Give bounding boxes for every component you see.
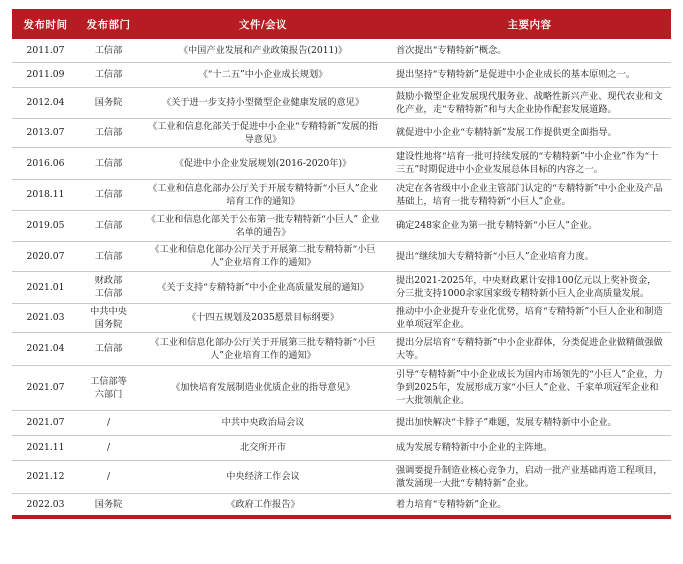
- cell-date: 2021.04: [12, 332, 79, 365]
- cell-content: 首次提出“专精特新”概念。: [388, 39, 671, 62]
- cell-doc: 《工业和信息化部办公厅关于开展第二批专精特新“小巨人”企业培育工作的通知》: [138, 241, 388, 271]
- policy-table: [12, 9, 671, 519]
- cell-content: 提出坚持“专精特新”是促进中小企业成长的基本原则之一。: [388, 62, 671, 87]
- table-row: [12, 303, 671, 332]
- table-header: [12, 9, 671, 39]
- cell-content: 鼓励小微型企业发展现代服务业、战略性新兴产业、现代农业和文化产业，走“专精特新”和与大企业协作配套发展道路。: [388, 87, 671, 118]
- cell-content: 提出2021-2025年，中央财政累计安排100亿元以上奖补资金，分三批支持1000余家国家级专精特新小巨人企业高质量发展。: [388, 271, 671, 303]
- cell-date: 2021.07: [12, 410, 79, 435]
- table-row: [12, 147, 671, 179]
- cell-dept: 工信部: [79, 118, 138, 147]
- cell-content: 成为发展专精特新中小企业的主阵地。: [388, 435, 671, 460]
- cell-doc: 《“十二五”中小企业成长规划》: [138, 62, 388, 87]
- cell-date: 2021.01: [12, 271, 79, 303]
- cell-content: 着力培育“专精特新”企业。: [388, 493, 671, 517]
- table-row: [12, 493, 671, 517]
- cell-doc: 《关于支持“专精特新”中小企业高质量发展的通知》: [138, 271, 388, 303]
- cell-doc: 《加快培育发展制造业优质企业的指导意见》: [138, 365, 388, 410]
- cell-dept: 工信部: [79, 179, 138, 210]
- cell-dept: 工信部等 六部门: [79, 365, 138, 410]
- cell-date: 2019.05: [12, 210, 79, 241]
- cell-date: 2018.11: [12, 179, 79, 210]
- policy-table-container: [12, 9, 671, 519]
- header-doc: 文件/会议: [138, 9, 388, 39]
- table-row: [12, 460, 671, 493]
- cell-date: 2021.11: [12, 435, 79, 460]
- cell-doc: 中央经济工作会议: [138, 460, 388, 493]
- cell-doc: 《十四五规划及2035愿景目标纲要》: [138, 303, 388, 332]
- table-row: [12, 62, 671, 87]
- cell-doc: 《工业和信息化部办公厅关于开展专精特新“小巨人”企业培育工作的通知》: [138, 179, 388, 210]
- table-row: [12, 39, 671, 62]
- cell-doc: 《工业和信息化部办公厅关于开展第三批专精特新“小巨人”企业培育工作的通知》: [138, 332, 388, 365]
- table-row: [12, 118, 671, 147]
- cell-dept: 中共中央 国务院: [79, 303, 138, 332]
- table-row: [12, 241, 671, 271]
- table-row: [12, 365, 671, 410]
- cell-doc: 《促进中小企业发展规划(2016-2020年)》: [138, 147, 388, 179]
- cell-date: 2021.03: [12, 303, 79, 332]
- cell-content: 推动中小企业提升专业化优势，培育“专精特新”小巨人企业和制造业单项冠军企业。: [388, 303, 671, 332]
- cell-content: 提出分层培育“专精特新”中小企业群体，分类促进企业做精做强做大等。: [388, 332, 671, 365]
- cell-date: 2011.09: [12, 62, 79, 87]
- cell-date: 2021.12: [12, 460, 79, 493]
- table-row: [12, 435, 671, 460]
- cell-dept: 国务院: [79, 87, 138, 118]
- table-row: [12, 179, 671, 210]
- table-row: [12, 410, 671, 435]
- cell-dept: /: [79, 410, 138, 435]
- table-body: [12, 39, 671, 517]
- header-content: 主要内容: [388, 9, 671, 39]
- cell-date: 2013.07: [12, 118, 79, 147]
- header-dept: 发布部门: [79, 9, 138, 39]
- cell-dept: /: [79, 460, 138, 493]
- cell-content: 就促进中小企业“专精特新”发展工作提供更全面指导。: [388, 118, 671, 147]
- cell-dept: 财政部 工信部: [79, 271, 138, 303]
- cell-dept: 国务院: [79, 493, 138, 517]
- table-row: [12, 332, 671, 365]
- cell-date: 2016.06: [12, 147, 79, 179]
- cell-date: 2011.07: [12, 39, 79, 62]
- cell-dept: 工信部: [79, 332, 138, 365]
- cell-doc: 《工业和信息化部关于公布第一批专精特新“小巨人” 企业名单的通告》: [138, 210, 388, 241]
- cell-date: 2020.07: [12, 241, 79, 271]
- cell-doc: 中共中央政治局会议: [138, 410, 388, 435]
- cell-doc: 《中国产业发展和产业政策报告(2011)》: [138, 39, 388, 62]
- cell-content: 决定在各省级中小企业主管部门认定的“专精特新”中小企业及产品基础上，培育一批专精特新“小巨人”企业。: [388, 179, 671, 210]
- table-row: [12, 271, 671, 303]
- table-row: [12, 210, 671, 241]
- cell-content: 强调要提升制造业核心竞争力，启动一批产业基础再造工程项目，激发涌现一大批“专精特新”企业。: [388, 460, 671, 493]
- cell-dept: 工信部: [79, 39, 138, 62]
- cell-date: 2022.03: [12, 493, 79, 517]
- cell-doc: 《政府工作报告》: [138, 493, 388, 517]
- cell-content: 确定248家企业为第一批专精特新“小巨人”企业。: [388, 210, 671, 241]
- cell-dept: 工信部: [79, 210, 138, 241]
- table-row: [12, 87, 671, 118]
- cell-date: 2021.07: [12, 365, 79, 410]
- cell-content: 引导“专精特新”中小企业成长为国内市场领先的“小巨人”企业，力争到2025年，发展形成万家“小巨人”企业、千家单项冠军企业和一大批领航企业。: [388, 365, 671, 410]
- cell-doc: 《工业和信息化部关于促进中小企业“专精特新”发展的指导意见》: [138, 118, 388, 147]
- cell-doc: 《关于进一步支持小型微型企业健康发展的意见》: [138, 87, 388, 118]
- cell-doc: 北交所开市: [138, 435, 388, 460]
- cell-dept: /: [79, 435, 138, 460]
- cell-dept: 工信部: [79, 62, 138, 87]
- cell-content: 建设性地将“培育一批可持续发展的“专精特新”中小企业”作为“十三五”时期促进中小企业发展总体目标的内容之一。: [388, 147, 671, 179]
- cell-date: 2012.04: [12, 87, 79, 118]
- header-date: 发布时间: [12, 9, 79, 39]
- cell-content: 提出“继续加大专精特新“小巨人”企业培育力度。: [388, 241, 671, 271]
- cell-dept: 工信部: [79, 147, 138, 179]
- cell-content: 提出加快解决“卡脖子”难题，发展专精特新中小企业。: [388, 410, 671, 435]
- cell-dept: 工信部: [79, 241, 138, 271]
